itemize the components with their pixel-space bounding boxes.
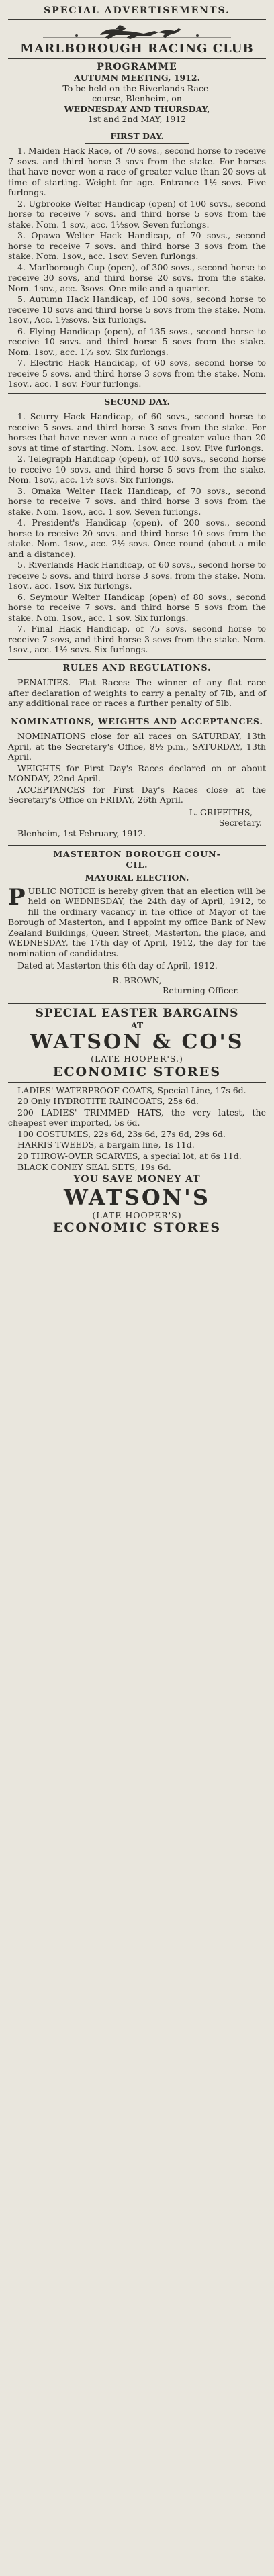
officer-name: R. BROWN, [112,975,162,985]
weights-para: WEIGHTS for First Day's Races declared on or about MONDAY, 22nd April. [8,762,266,783]
race-item: 4. President's Handicap (open), of 200 sovs., second horse to receive 20 sovs. and third horse 10 sovs from the stake. Nom. 1sov., acc. 2½ sovs. Once round (about a mile and a distance). [8,517,266,559]
nominations-heading: NOMINATIONS, WEIGHTS AND ACCEPTANCES. [11,715,263,726]
special-ads-header: SPECIAL ADVERTISEMENTS. [44,5,230,16]
race-item: 5. Autumn Hack Handicap, of 100 sovs, second horse to receive 10 sovs and third horse 5 sovs from the stake. Nom. 1sov., Acc. 1½sovs. Six furlongs. [8,294,266,325]
nominations-para: NOMINATIONS close for all races on SATURDAY, 13th April, at the Secretary's Office, 8½ p.m., SATURDAY, 13th April. [8,731,266,762]
race-item: 6. Flying Handicap (open), of 135 sovs., second horse to receive 10 sovs. and third horse 5 sovs from the stake. Nom. 1sov., acc. 1½ sov. Six furlongs. [8,326,266,357]
masterton-heading-2: CIL. [126,859,148,870]
offer-item: 100 COSTUMES, 22s 6d, 23s 6d, 27s 6d, 29s 6d. [17,1128,226,1139]
racehorse-illustration [36,23,238,40]
divider [8,58,266,59]
late-hoopers-label-2: (LATE HOOPER'S) [92,1209,182,1220]
at-label: AT [130,1020,144,1030]
race-item: 7. Electric Hack Handicap, of 60 sovs, second horse to receive 5 sovs. and third horse 3 sovs from the stake. Nom. 1sov., acc. 1 sov. Four furlongs. [8,358,266,389]
public-notice-text: UBLIC NOTICE is hereby given that an election will be held on WEDNESDAY, the 24th day of April, 1912, to fill the ordinary vacancy in the office of Mayor of the Borough of Masterton, and I appoint my office Bank of New Zealand Buildings, Queen Street, Masterton, the place, and WEDNESDAY, the 17th day of April, 1912, the day for the nomination of candidates. [8,885,266,958]
offer-item: LADIES' WATERPROOF COATS, Special Line, 17s 6d. [17,1085,246,1095]
masterton-heading-1: MASTERTON BOROUGH COUN- [53,849,221,859]
second-day-heading: SECOND DAY. [104,396,170,407]
offer-item: 200 LADIES' TRIMMED HATS, the very latest, the cheapest ever imported, 5s 6d. [8,1107,266,1128]
economic-stores-label-2: ECONOMIC STORES [52,1220,222,1235]
secretary-name: L. GRIFFITHS, [189,807,253,818]
acceptances-para: ACCEPTANCES for First Day's Races close at the Secretary's Office on FRIDAY, 26th April. [8,784,266,805]
race-item: 2. Telegraph Handicap (open), of 100 sovs., second horse to receive 10 sovs. and third horse 5 sovs from the stake. Nom. 1sov., acc. 1½ sovs. Six furlongs. [8,454,266,485]
intro-line-2: course, Blenheim, on [92,93,182,103]
dropcap-letter: P [8,883,26,911]
race-item: 7. Final Hack Handicap, of 75 sovs, second horse to receive 7 sovs, and third horse 3 sovs from the stake. Nom. 1sov., acc. 1½ sovs. Six furlongs. [8,624,266,654]
officer-title: Returning Officer. [162,985,239,995]
race-item: 1. Scurry Hack Handicap, of 60 sovs., second horse to receive 5 sovs. and third horse 3 sovs from the stake. For horses that have never won a race of greater value than 20 sovs at time of starting. Nom. 1sov. acc. 1sov. Five furlongs. [8,411,266,453]
secretary-title: Secretary. [218,818,262,828]
race-item: 2. Ugbrooke Welter Handicap (open) of 100 sovs., second horse to receive 7 sovs. and third horse 5 sovs from the stake. Nom. 1 sov., acc. 1½sov. Seven furlongs. [8,198,266,230]
watson-store-name: WATSON & CO'S [30,1030,244,1054]
first-day-heading: FIRST DAY. [110,130,164,141]
divider [8,845,266,846]
offer-item: 20 THROW-OVER SCARVES, a special lot, at 6s 11d. [17,1150,242,1161]
race-item: 3. Omaka Welter Hack Handicap, of 70 sovs., second horse to receive 7 sovs. and third horse 3 sovs from the stake. Nom. 1sov., acc. 1 sov. Seven furlongs. [8,485,266,517]
intro-line-3: WEDNESDAY AND THURSDAY, [64,103,210,114]
race-item: 4. Marlborough Cup (open), of 300 sovs., second horse to receive 30 sovs, and third horse 20 sovs. from the stake. Nom. 1sov., acc. 3sovs. One mile and a quarter. [8,262,266,293]
offer-item: BLACK CONEY SEAL SETS, 19s 6d. [17,1162,171,1172]
divider [8,1082,266,1083]
intro-line-4: 1st and 2nd MAY, 1912 [87,114,187,124]
divider [98,728,175,729]
offer-item: HARRIS TWEEDS, a bargain line, 1s 11d. [17,1140,195,1150]
divider [85,143,189,144]
meeting-heading: AUTUMN MEETING, 1912. [74,72,200,83]
divider [8,1003,266,1004]
mayoral-election-heading: MAYORAL ELECTION. [85,873,189,883]
programme-heading: PROGRAMME [97,62,177,72]
race-item: 1. Maiden Hack Race, of 70 sovs., second horse to receive 7 sovs. and third horse 3 sovs from the stake. For horses that have never won a race of greater value than 20 sovs at time of starting. Weight for age. Entrance 1½ sovs. Five furlongs. [8,146,266,197]
penalties-text: PENALTIES.—Flat Races: The winner of any flat race after declaration of weights to carry a penalty of 7lb, and of any additional race or races a further penalty of 5lb. [8,677,266,708]
race-item: 3. Opawa Welter Hack Handicap, of 70 sovs., second horse to receive 7 sovs. and third horse 3 sovs from the stake. Nom. 1sov., acc. 1sov. Seven furlongs. [8,230,266,261]
race-item: 6. Seymour Welter Handicap (open) of 80 sovs., second horse to receive 7 sovs. and third horse 5 sovs from the stake. Nom. 1sov., acc. 1 sov. Six furlongs. [8,591,266,623]
masterton-dated: Dated at Masterton this 6th day of April, 1912. [17,960,218,971]
divider [8,19,266,20]
divider [8,393,266,394]
divider [8,659,266,660]
racing-dateline: Blenheim, 1st February, 1912. [17,828,146,838]
intro-line-1: To be held on the Riverlands Race- [62,83,212,93]
race-item: 5. Riverlands Hack Handicap, of 60 sovs., second horse to receive 5 sovs. and third horse 3 sovs. from the stake. Nom. 1sov., acc. 1sov. Six furlongs. [8,560,266,591]
watsons-store-name: WATSON'S [64,1184,210,1210]
newspaper-column [0,0,274,1239]
club-title: MARLBOROUGH RACING CLUB [20,42,254,56]
offer-item: 20 Only HYDROTITE RAINCOATS, 25s 6d. [17,1096,199,1106]
public-notice [8,883,266,959]
easter-bargains-headline: SPECIAL EASTER BARGAINS [35,1006,239,1020]
economic-stores-label: ECONOMIC STORES [52,1064,222,1079]
save-money-label: YOU SAVE MONEY AT [73,1173,201,1185]
rules-heading: RULES AND REGULATIONS. [62,662,212,673]
late-hoopers-label: (LATE HOOPER'S.) [91,1054,183,1064]
